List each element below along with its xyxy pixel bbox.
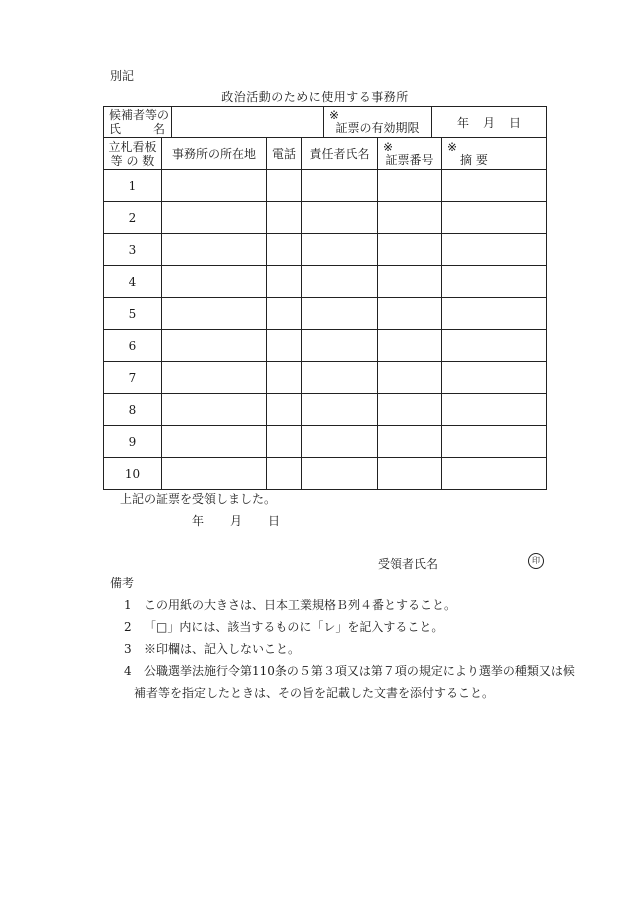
table-row — [104, 458, 547, 490]
phone-field[interactable] — [267, 426, 302, 458]
address-field[interactable] — [162, 298, 267, 330]
table-row — [104, 362, 547, 394]
row-number: 6 — [104, 330, 162, 362]
note-num: 1 — [124, 598, 132, 612]
note-item-4-continued: 補者等を指定したときは、その旨を記載した文書を添付すること。 — [134, 686, 495, 700]
table-row — [104, 330, 547, 362]
table-body — [104, 170, 547, 490]
candidate-name-label-line2 — [104, 122, 171, 136]
notes-heading: 備考 — [110, 576, 135, 590]
cert-number-field[interactable] — [378, 330, 442, 362]
candidate-name-field[interactable] — [172, 107, 324, 138]
responsible-field[interactable] — [302, 234, 378, 266]
responsible-field[interactable] — [302, 266, 378, 298]
responsible-field[interactable] — [302, 394, 378, 426]
table-row — [104, 234, 547, 266]
summary-field[interactable] — [442, 202, 547, 234]
cert-number-field[interactable] — [378, 170, 442, 202]
row-number: 3 — [104, 234, 162, 266]
address-field[interactable] — [162, 330, 267, 362]
phone-field[interactable] — [267, 202, 302, 234]
row-number: 9 — [104, 426, 162, 458]
phone-field[interactable] — [267, 394, 302, 426]
sign-count-label-line2: 等 の 数 — [110, 153, 155, 168]
column-header-responsible: 責任者氏名 — [302, 138, 378, 170]
phone-field[interactable] — [267, 362, 302, 394]
address-field[interactable] — [162, 458, 267, 490]
note-text: 公職選挙法施行令第110条の５第３項又は第７項の規定により選挙の種類又は候 — [144, 664, 575, 678]
summary-field[interactable] — [442, 170, 547, 202]
candidate-name-label-mei: 名 — [152, 122, 165, 136]
address-field[interactable] — [162, 234, 267, 266]
note-item-4 — [124, 662, 575, 679]
validity-label-cell — [324, 107, 432, 138]
note-item-3 — [124, 640, 300, 657]
summary-field[interactable] — [442, 458, 547, 490]
cert-number-field[interactable] — [378, 458, 442, 490]
validity-label: 証票の有効期限 — [335, 121, 420, 135]
office-list-table — [103, 137, 547, 490]
validity-month-label: 月 — [482, 115, 495, 130]
receipt-date[interactable] — [192, 512, 306, 529]
summary-label — [442, 153, 546, 167]
cert-number-field[interactable] — [378, 394, 442, 426]
responsible-field[interactable] — [302, 298, 378, 330]
responsible-field[interactable] — [302, 202, 378, 234]
row-number: 5 — [104, 298, 162, 330]
phone-field[interactable] — [267, 458, 302, 490]
summary-field[interactable] — [442, 298, 547, 330]
validity-day-label: 日 — [509, 115, 522, 130]
address-field[interactable] — [162, 202, 267, 234]
summary-field[interactable] — [442, 330, 547, 362]
cert-note-mark: ※ — [383, 139, 394, 154]
candidate-name-label-cell — [104, 107, 172, 138]
responsible-field[interactable] — [302, 458, 378, 490]
address-field[interactable] — [162, 170, 267, 202]
summary-label-a: 摘 — [460, 152, 473, 167]
summary-field[interactable] — [442, 234, 547, 266]
candidate-name-label-line1: 候補者等の — [109, 108, 170, 122]
responsible-field[interactable] — [302, 330, 378, 362]
row-number: 8 — [104, 394, 162, 426]
receipt-statement: 上記の証票を受領しました。 — [120, 492, 277, 506]
column-header-phone: 電話 — [267, 138, 302, 170]
table-row — [104, 170, 547, 202]
phone-field[interactable] — [267, 330, 302, 362]
seal-mark-icon: 印 — [528, 553, 544, 569]
summary-field[interactable] — [442, 394, 547, 426]
document-label: 別記 — [110, 69, 135, 83]
note-item-2 — [124, 618, 443, 635]
responsible-field[interactable] — [302, 362, 378, 394]
candidate-header-table — [103, 106, 547, 138]
document-title: 政治活動のために使用する事務所 — [221, 90, 409, 104]
summary-field[interactable] — [442, 362, 547, 394]
address-field[interactable] — [162, 266, 267, 298]
validity-date-field[interactable] — [432, 107, 547, 138]
table-row — [104, 202, 547, 234]
responsible-field[interactable] — [302, 426, 378, 458]
summary-field[interactable] — [442, 266, 547, 298]
note-num: 4 — [124, 664, 132, 678]
summary-note-mark: ※ — [447, 139, 458, 154]
column-header-address: 事務所の所在地 — [162, 138, 267, 170]
cert-number-field[interactable] — [378, 426, 442, 458]
cert-number-label: 証票番号 — [385, 152, 434, 167]
note-text: 「□」内には、該当するものに「レ」を記入すること。 — [144, 620, 444, 634]
phone-field[interactable] — [267, 298, 302, 330]
address-field[interactable] — [162, 394, 267, 426]
receipt-day-label: 日 — [268, 514, 281, 528]
note-item-1 — [124, 596, 456, 613]
row-number: 1 — [104, 170, 162, 202]
cert-number-field[interactable] — [378, 266, 442, 298]
phone-field[interactable] — [267, 170, 302, 202]
receipt-year-label: 年 — [192, 514, 205, 528]
column-header-summary — [442, 138, 547, 170]
table-row — [104, 394, 547, 426]
row-number: 7 — [104, 362, 162, 394]
cert-number-field[interactable] — [378, 298, 442, 330]
table-row — [104, 298, 547, 330]
row-number: 2 — [104, 202, 162, 234]
summary-label-b: 要 — [475, 152, 488, 167]
summary-field[interactable] — [442, 426, 547, 458]
cert-number-field[interactable] — [378, 362, 442, 394]
validity-note-mark: ※ — [329, 108, 340, 122]
note-text: ※印欄は、記入しないこと。 — [144, 642, 301, 656]
note-num: 3 — [124, 642, 132, 656]
responsible-field[interactable] — [302, 170, 378, 202]
table-row — [104, 266, 547, 298]
column-header-cert-number — [378, 138, 442, 170]
validity-year-label: 年 — [456, 115, 469, 130]
cert-number-field[interactable] — [378, 234, 442, 266]
note-num: 2 — [124, 620, 132, 634]
address-field[interactable] — [162, 426, 267, 458]
receiver-name-label: 受領者氏名 — [378, 557, 439, 571]
row-number: 4 — [104, 266, 162, 298]
table-header-row — [104, 138, 547, 170]
phone-field[interactable] — [267, 266, 302, 298]
cert-number-field[interactable] — [378, 202, 442, 234]
sign-count-label-line1: 立札看板 — [108, 139, 157, 154]
phone-field[interactable] — [267, 234, 302, 266]
row-number: 10 — [104, 458, 162, 490]
column-header-sign-count — [104, 138, 162, 170]
address-field[interactable] — [162, 362, 267, 394]
table-row — [104, 426, 547, 458]
note-text: この用紙の大きさは、日本工業規格Ｂ列４番とすること。 — [144, 598, 457, 612]
candidate-name-label-shi: 氏 — [109, 122, 122, 136]
receipt-month-label: 月 — [230, 514, 243, 528]
